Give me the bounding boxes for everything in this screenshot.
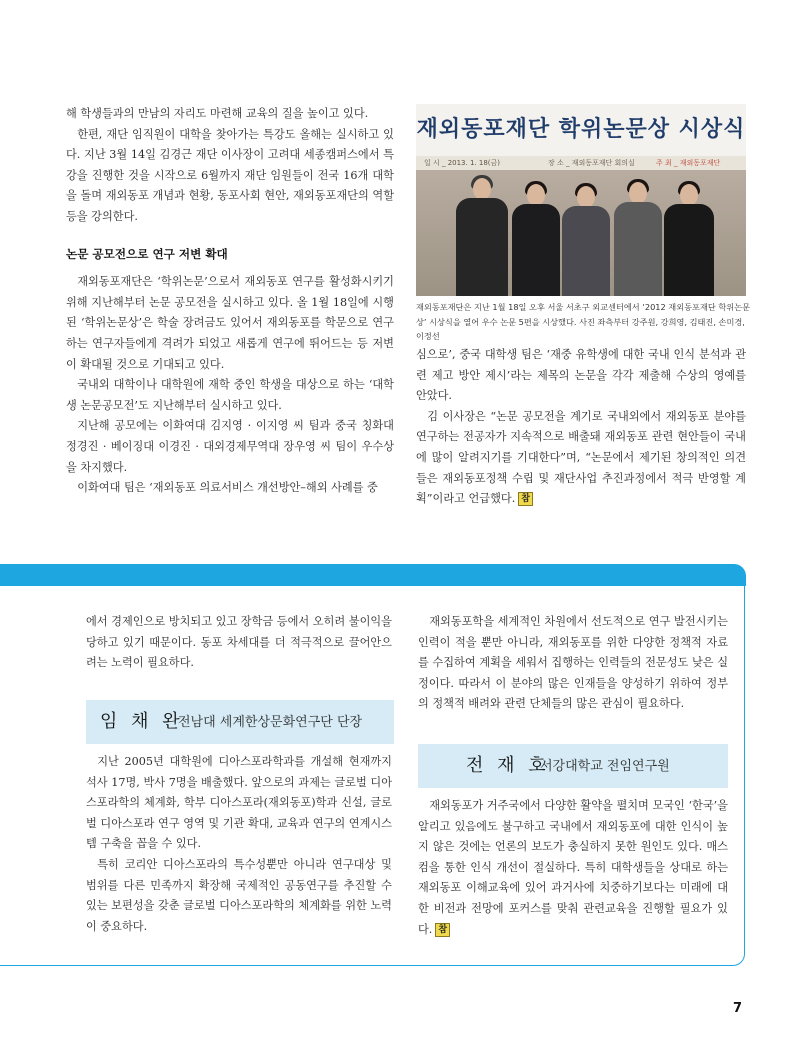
page-number: 7: [733, 1001, 743, 1016]
contributor-affiliation: 서강대학교 전임연구원: [540, 759, 670, 774]
upper-left-column: [66, 104, 394, 499]
paragraph: 한편, 재단 임직원이 대학을 찾아가는 특강도 올해는 실시하고 있다. 지난 3월 14일 김경근 재단 이사장이 고려대 세종캠퍼스에서 특강을 진행한 것을 시작으로 6월까지 재단 임원들이 전국 16개 대학을 돌며 재외동포 개념과 현황, 동포사회 현안, 재외동포재단의 역할 등을 강의한다.: [66, 127, 394, 223]
section-divider-bar: [0, 564, 746, 586]
banner-host: 주 최 _ 재외동포재단: [656, 159, 721, 167]
contributor-heading-left: [86, 700, 394, 744]
paragraph: 재외동포가 거주국에서 다양한 활약을 펼치며 모국인 ‘한국’을 알리고 있음에도 불구하고 국내에서 재외동포에 대한 인식이 높지 않은 것에는 언론의 보도가 충실하지 못한 원인도 있다. 매스컴을 통한 인식 개선이 절실하다. 특히 대학생들을 상대로 하는 재외동포 이해교육에 있어 과거사에 치중하기보다는 미래에 대한 비전과 전망에 포커스를 맞춰 관련교육을 진행할 필요가 있다.: [418, 799, 728, 936]
paragraph: 재외동포재단은 ‘학위논문’으로서 재외동포 연구를 활성화시키기 위해 지난해부터 논문 공모전을 실시하고 있다. 올 1월 18일에 시행된 ‘학위논문상’은 학술 장려금도 있어서 재외동포를 학문으로 연구하는 연구자들에게 격려가 되었고 새롭게 연구에 뛰어드는 등 저변이 확대될 것으로 기대되고 있다.: [66, 275, 394, 371]
contributor-name: 임 채 완: [100, 711, 184, 732]
paragraph: 김 이사장은 “논문 공모전을 계기로 국내외에서 재외동포 분야를 연구하는 전공자가 지속적으로 배출돼 재외동포 관련 현안들이 국내에 많이 알려지기를 기대한다”며, “논문에서 제기된 창의적인 의견들은 재외동포정책 수립 및 재단사업 추진과정에서 적극 반영할 계획”이라고 언급했다.: [416, 409, 746, 506]
lower-left-intro: [86, 612, 392, 674]
photo-caption: 재외동포재단은 지난 1월 18일 오후 서울 서초구 외교센터에서 ‘2012 재외동포재단 학위논문상’ 시상식을 열어 우수 논문 5편을 시상했다. 사진 좌측부터 강주원, 강희영, 김태진, 손미경, 이정선: [416, 302, 751, 341]
lower-left-body: [86, 752, 392, 937]
paragraph: 이화여대 팀은 ‘재외동포 의료서비스 개선방안–해외 사례를 중: [77, 481, 378, 495]
end-mark-icon: 참: [435, 923, 450, 937]
paragraph: 특히 코리안 디아스포라의 특수성뿐만 아니라 연구대상 및 범위를 다른 민족까지 확장해 국제적인 공동연구를 추진할 수 있는 보편성을 갖춘 글로벌 디아스포라학의 체계화를 위한 노력이 중요하다.: [86, 857, 392, 933]
lower-right-body: [418, 796, 728, 940]
lower-right-intro: [418, 612, 728, 715]
paragraph: 심으로’, 중국 대학생 팀은 ‘재중 유학생에 대한 국내 인식 분석과 관련 제고 방안 제시’라는 제목의 논문을 각각 제출해 수상의 영예를 안았다.: [416, 348, 746, 403]
contributor-affiliation: 전남대 세계한상문화연구단 단장: [178, 715, 363, 730]
banner-date: 일 시 _ 2013. 1. 18(금): [424, 159, 500, 167]
paragraph: 지난해 공모에는 이화여대 김지영 · 이지영 씨 팀과 중국 칭화대 정경진 · 베이징대 이경진 · 대외경제무역대 장우영 씨 팀이 우수상을 차지했다.: [66, 419, 394, 474]
person-2: [512, 184, 560, 296]
person-5: [664, 184, 714, 296]
person-1: [456, 178, 508, 296]
section-heading: 논문 공모전으로 연구 저변 확대: [66, 246, 228, 261]
paragraph: 국내외 대학이나 대학원에 재학 중인 학생을 대상으로 하는 ‘대학생 논문공모전’도 지난해부터 실시하고 있다.: [66, 378, 394, 412]
paragraph: 에서 경제인으로 방치되고 있고 장학금 등에서 오히려 불이익을 당하고 있기 때문이다. 동포 차세대를 더 적극적으로 끌어안으려는 노력이 필요하다.: [86, 615, 392, 670]
person-3: [562, 186, 610, 296]
contributor-name: 전 재 호: [466, 755, 550, 776]
upper-right-column: [416, 345, 746, 510]
paragraph: 해 학생들과의 만남의 자리도 마련해 교육의 질을 높이고 있다.: [66, 107, 369, 120]
photo-background: [416, 170, 746, 296]
paragraph: 재외동포학을 세계적인 차원에서 선도적으로 연구 발전시키는 인력이 적을 뿐만 아니라, 재외동포를 위한 다양한 정책적 자료를 수집하여 계획을 세워서 집행하는 인력들의 전문성도 낮은 실정이다. 따라서 이 분야의 많은 인재들을 양성하기 위하여 정부의 정책적 배려와 관련 단체들의 많은 관심이 필요하다.: [418, 615, 728, 711]
paragraph: 지난 2005년 대학원에 디아스포라학과를 개설해 현재까지 석사 17명, 박사 7명을 배출했다. 앞으로의 과제는 글로벌 디아스포라학의 체계화, 학부 디아스포라(재외동포)학과 신설, 글로벌 디아스포라 연구 영역 및 기관 확대, 교육과 연구의 연계시스템 구축을 꼽을 수 있다.: [86, 755, 392, 851]
person-4: [614, 182, 662, 296]
award-ceremony-photo: [416, 104, 746, 296]
banner-place: 장 소 _ 재외동포재단 회의실: [548, 159, 635, 167]
contributor-heading-right: [418, 744, 728, 788]
end-mark-icon: 참: [518, 492, 533, 506]
photo-banner-title: 재외동포재단 학위논문상 시상식: [416, 104, 746, 156]
photo-banner-details: [416, 156, 746, 170]
